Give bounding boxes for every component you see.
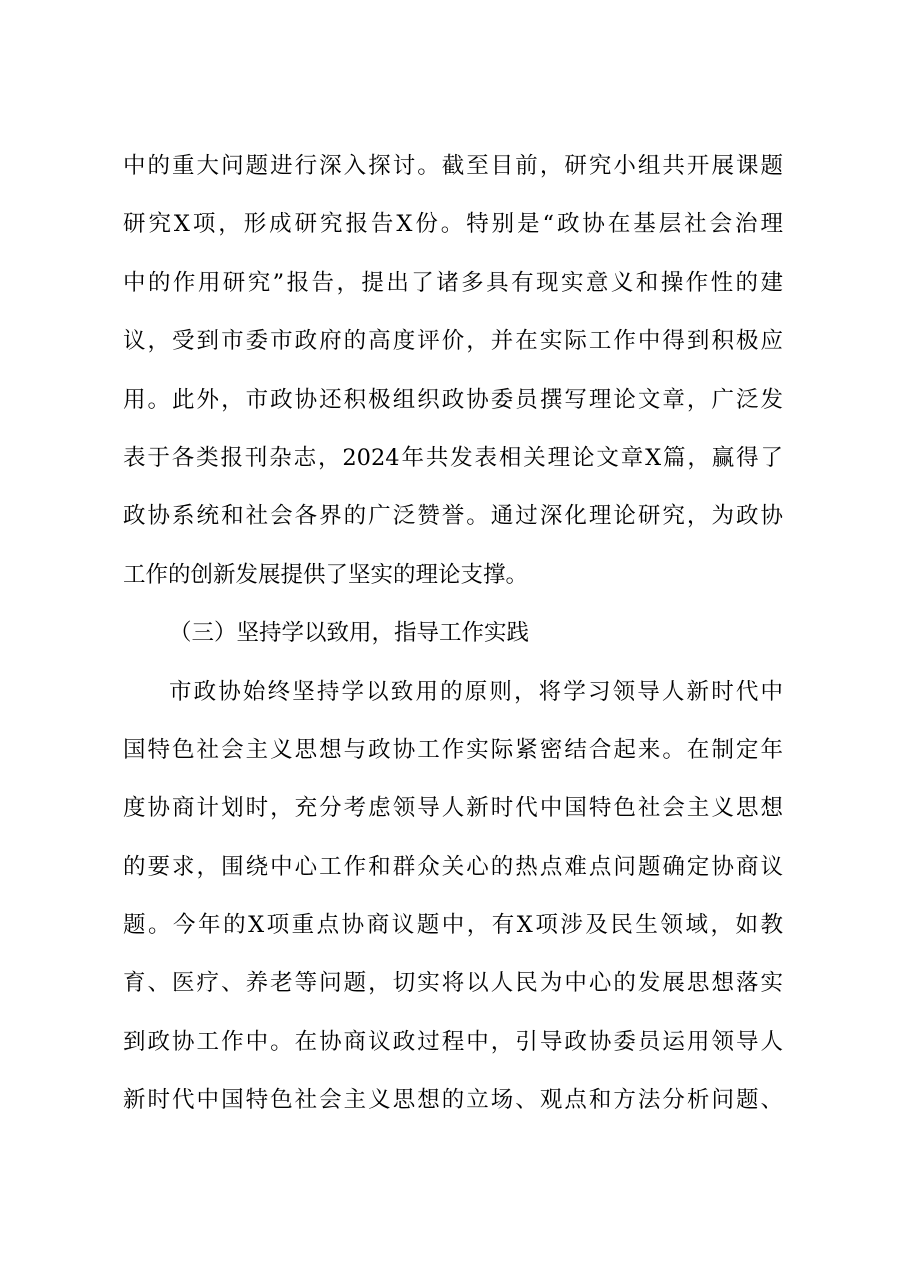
body-line-paragraph-start: 市政协始终坚持学以致用的原则，将学习领导人新时代中 bbox=[169, 678, 783, 705]
document-body bbox=[123, 137, 783, 1130]
body-line: 议，受到市委市政府的高度评价，并在实际工作中得到积极应 bbox=[123, 328, 783, 355]
body-line: 中的重大问题进行深入探讨。截至目前，研究小组共开展课题 bbox=[123, 153, 783, 179]
body-line-paragraph-end: 工作的创新发展提供了坚实的理论支撑。 bbox=[123, 561, 529, 588]
body-line: 研究X项，形成研究报告X份。特别是“政协在基层社会治理 bbox=[123, 211, 783, 238]
body-line: 到政协工作中。在协商议政过程中，引导政协委员运用领导人 bbox=[123, 1028, 783, 1055]
body-line: 政协系统和社会各界的广泛赞誉。通过深化理论研究，为政协 bbox=[123, 503, 783, 530]
body-line: 表于各类报刊杂志，2024年共发表相关理论文章X篇，赢得了 bbox=[123, 444, 783, 471]
body-line: 育、医疗、养老等问题，切实将以人民为中心的发展思想落实 bbox=[123, 970, 783, 997]
body-line: 度协商计划时，充分考虑领导人新时代中国特色社会主义思想 bbox=[123, 795, 783, 822]
body-line: 的要求，围绕中心工作和群众关心的热点难点问题确定协商议 bbox=[123, 853, 783, 880]
section-heading: （三）坚持学以致用，指导工作实践 bbox=[169, 620, 530, 647]
body-line: 国特色社会主义思想与政协工作实际紧密结合起来。在制定年 bbox=[123, 736, 783, 763]
body-line: 新时代中国特色社会主义思想的立场、观点和方法分析问题、 bbox=[123, 1087, 783, 1114]
body-line: 题。今年的X项重点协商议题中，有X项涉及民生领域，如教 bbox=[123, 912, 783, 939]
body-line: 中的作用研究”报告，提出了诸多具有现实意义和操作性的建 bbox=[123, 269, 783, 296]
body-line: 用。此外，市政协还积极组织政协委员撰写理论文章，广泛发 bbox=[123, 386, 783, 413]
